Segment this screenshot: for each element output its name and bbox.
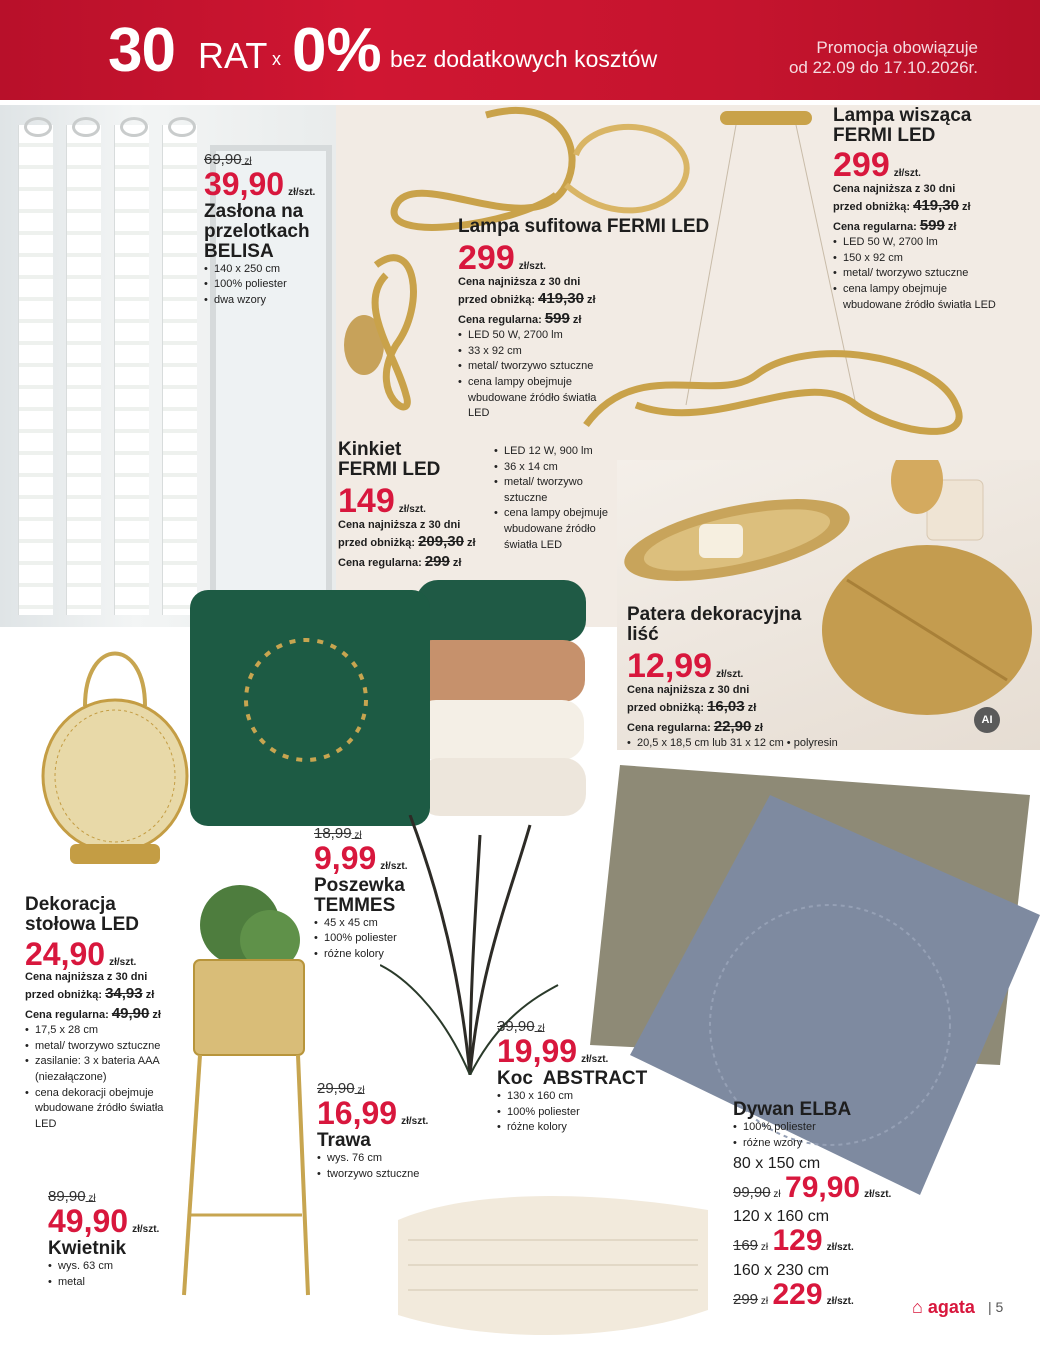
price: 149 (338, 481, 395, 520)
price-note: Cena najniższa z 30 dni przed obniżką: 34,93 zł Cena regularna: 49,90 zł (25, 970, 161, 1022)
features-list: • 100% poliester • różne wzory (733, 1120, 913, 1151)
old-price: 29,90 (317, 1080, 355, 1097)
features-list: • LED 50 W, 2700 lm • 33 x 92 cm • metal/ tworzywo sztuczne • cena lampy obejmuje wbudowane źródło światła LED (458, 328, 618, 422)
price: 19,99 (497, 1033, 578, 1069)
banner-installments-number: 30 (108, 16, 175, 85)
price: 12,99 (627, 646, 713, 685)
features-list: • LED 50 W, 2700 lm • 150 x 92 cm • metal/ tworzywo sztuczne • cena lampy obejmuje wbudowane źródło światła LED (833, 235, 1003, 313)
price: 24,90 (25, 935, 106, 972)
product-poszewka: 18,99 zł 9,99 zł/szt. Poszewka TEMMES • 45 x 45 cm • 100% poliester • różne kolory (314, 825, 454, 963)
features-list: • 17,5 x 28 cm • metal/ tworzywo sztuczne • zasilanie: 3 x bateria AAA (niezałączone) • cena dekoracji obejmuje wbudowane źródło światła LED (25, 1023, 185, 1132)
features-list: • wys. 63 cm • metal (48, 1259, 188, 1290)
features-list: • 20,5 x 18,5 cm lub 31 x 12 cm • polyresin (627, 736, 957, 752)
price: 49,90 (48, 1203, 129, 1239)
price: 299 (458, 238, 515, 277)
product-name: Lampa wisząca FERMI LED (833, 105, 972, 146)
dywan-size-3: 160 x 230 cm 299 zł 229 zł/szt. (733, 1262, 923, 1310)
price: 299 (833, 145, 890, 184)
product-name: Patera dekoracyjna liść (627, 604, 802, 645)
dywan-size-2: 120 x 160 cm 169 zł 129 zł/szt. (733, 1208, 923, 1256)
banner-promo-dates: Promocja obowiązuje od 22.09 do 17.10.2026r. (788, 38, 978, 77)
old-price: 89,90 (48, 1188, 86, 1205)
banner-no-extra-costs: bez dodatkowych kosztów (390, 46, 658, 72)
product-trawa: 29,90 zł 16,99 zł/szt. Trawa • wys. 76 cm • tworzywo sztuczne (317, 1080, 467, 1182)
page-number: | 5 (988, 1299, 1004, 1315)
product-dekoracja-stolowa: Dekoracja stołowa LED 24,90 zł/szt. Cena najniższa z 30 dni przed obniżką: 34,93 zł Cena regularna: 49,90 zł • 17,5 x 28 cm • metal/ tworzywo sztuczne • zasilanie: 3 x bateria AAA (niezałączone) • cena dekoracji obejmuje wbudowane źródło światła LED (25, 895, 185, 1132)
features-list: • 45 x 45 cm • 100% poliester • różne kolory (314, 916, 454, 963)
price-note: Cena najniższa z 30 dni przed obniżką: 419,30 zł Cena regularna: 599 zł (833, 182, 971, 234)
product-zaslona: 69,90 zł 39,90 zł/szt. Zasłona na przelotkach BELISA • 140 x 250 cm • 100% poliester • dwa wzory (204, 151, 315, 309)
features-list: • 140 x 250 cm • 100% poliester • dwa wzory (204, 262, 315, 309)
led-lantern-illustration (40, 636, 190, 866)
product-kinkiet: Kinkiet FERMI LED 149 zł/szt. Cena najniższa z 30 dni przed obniżką: 209,30 zł Cena regularna: 299 zł (338, 440, 498, 571)
old-price: 69,90 (204, 151, 242, 168)
price: 9,99 (314, 840, 377, 876)
product-name: Trawa (317, 1130, 371, 1151)
price: 39,90 (204, 166, 285, 202)
product-patera: Patera dekoracyjna liść 12,99 zł/szt. Cena najniższa z 30 dni przed obniżką: 16,03 zł Cena regularna: 22,90 zł • 20,5 x 18,5 cm lub 31 x 12 cm • polyresin (627, 605, 957, 752)
product-name: Kwietnik (48, 1238, 127, 1259)
price: 129 (772, 1224, 823, 1257)
size-label: 80 x 150 cm (733, 1155, 821, 1172)
banner-x: x (272, 49, 281, 69)
plant-stand-illustration (180, 885, 320, 1305)
product-dywan (733, 1100, 913, 1151)
price-note: Cena najniższa z 30 dni przed obniżką: 419,30 zł Cena regularna: 599 zł (458, 275, 596, 327)
old-price: 18,99 (314, 825, 352, 842)
pillows-illustration (186, 570, 618, 830)
product-kwietnik: 89,90 zł 49,90 zł/szt. Kwietnik • wys. 63 cm • metal (48, 1188, 188, 1290)
price-note: Cena najniższa z 30 dni przed obniżką: 16,03 zł Cena regularna: 22,90 zł (627, 683, 763, 735)
size-label: 160 x 230 cm (733, 1262, 830, 1279)
product-name: Poszewka TEMMES (314, 875, 405, 916)
banner-rat: RAT (198, 35, 268, 76)
agata-logo: ⌂ agata (912, 1297, 975, 1317)
price: 229 (772, 1278, 823, 1311)
product-name: Koc ABSTRACT (497, 1068, 648, 1089)
product-name: Dywan ELBA (733, 1099, 852, 1120)
price-note: Cena najniższa z 30 dni przed obniżką: 209,30 zł Cena regularna: 299 zł (338, 518, 476, 570)
dywan-size-1: 80 x 150 cm 99,90 zł 79,90 zł/szt. (733, 1155, 923, 1203)
product-name: Lampa sufitowa FERMI LED (458, 216, 710, 237)
size-label: 120 x 160 cm (733, 1208, 830, 1225)
features-list: • wys. 76 cm • tworzywo sztuczne (317, 1151, 467, 1182)
product-name: Kinkiet FERMI LED (338, 439, 441, 480)
promo-banner (0, 0, 1040, 100)
logo-icon: ⌂ (912, 1297, 923, 1317)
product-name: Zasłona na przelotkach BELISA (204, 201, 310, 262)
blanket-illustration (388, 1180, 718, 1345)
price: 79,90 (785, 1171, 861, 1204)
product-lampa-wiszaca: Lampa wisząca FERMI LED 299 zł/szt. Cena najniższa z 30 dni przed obniżką: 419,30 zł Cena regularna: 599 zł • LED 50 W, 2700 lm • 150 x 92 cm • metal/ tworzywo sztuczne • cena lampy obejmuje wbudowane źródło światła LED (833, 106, 1013, 313)
ai-badge: AI (974, 707, 1000, 733)
features-list: • 130 x 160 cm • 100% poliester • różne kolory (497, 1089, 667, 1136)
product-lampa-sufitowa: Lampa sufitowa FERMI LED 299 zł/szt. Cena najniższa z 30 dni przed obniżką: 419,30 zł Cena regularna: 599 zł • LED 50 W, 2700 lm • 33 x 92 cm • metal/ tworzywo sztuczne • cena lampy obejmuje wbudowane źródło światła LED (458, 217, 738, 422)
product-koc: 39,90 zł 19,99 zł/szt. Koc ABSTRACT • 130 x 160 cm • 100% poliester • różne kolory (497, 1018, 667, 1136)
old-price: 39,90 (497, 1018, 535, 1035)
banner-zero-percent: 0% (292, 16, 382, 85)
kinkiet-features-list: • LED 12 W, 900 lm • 36 x 14 cm • metal/ tworzywo sztuczne • cena lampy obejmuje wbudowane źródło światła LED (494, 444, 619, 553)
price: 16,99 (317, 1095, 398, 1131)
product-name: Dekoracja stołowa LED (25, 894, 140, 935)
